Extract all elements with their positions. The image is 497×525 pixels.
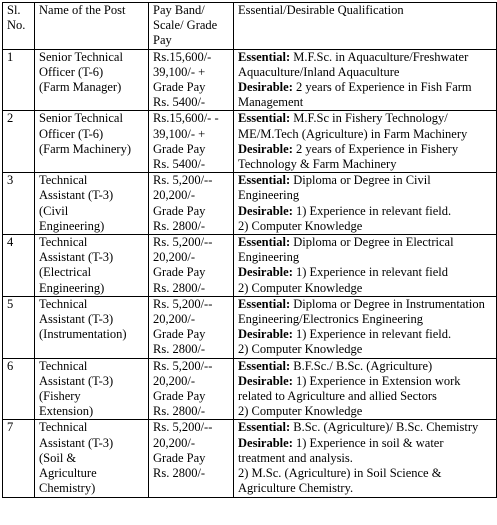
header-post: Name of the Post [35,3,149,50]
desirable-label: Desirable [238,203,289,218]
qualification-cell [234,235,497,297]
essential-qualification [238,173,493,203]
essential-colon: : [285,173,294,188]
sl-no-cell: 1 [3,49,35,111]
post-name-cell: Technical Assistant (T-3) (Civil Engineering) [35,173,149,235]
desirable-qualification [238,142,493,172]
essential-colon: : [285,49,294,64]
pay-band-cell: Rs.15,600/- - 39,100/- + Grade Pay Rs. 5400/- [149,111,234,173]
table-row [3,358,497,420]
post-name-cell: Technical Assistant (T-3) (Soil & Agriculture Chemistry) [35,420,149,497]
post-name-cell: Technical Assistant (T-3) (Instrumentation) [35,296,149,358]
desirable-colon: : [288,80,296,95]
header-row [3,3,497,50]
qualification-cell [234,296,497,358]
post-name-cell: Technical Assistant (T-3) (Electrical Engineering) [35,235,149,297]
desirable-qualification [238,204,493,234]
desirable-qualification [238,374,493,420]
essential-text: M.F.Sc. in Aquaculture/Freshwater Aquaculture/Inland Aquaculture [238,49,469,79]
essential-qualification [238,420,493,435]
sl-no-cell: 3 [3,173,35,235]
essential-text: Diploma or Degree in Instrumentation Engineering/Electronics Engineering [238,296,485,327]
qualification-cell [234,49,497,111]
qualification-table-container [2,2,497,498]
essential-label: Essential [238,296,286,311]
desirable-qualification [238,80,493,110]
essential-qualification [238,235,493,265]
essential-text: B.F.Sc./ B.Sc. (Agriculture) [293,358,433,373]
essential-label: Essential [238,420,286,435]
desirable-text: 1) Experience in relevant field. 2) Computer Knowledge [238,327,452,357]
desirable-text: 1) Experience in soil & water treatment and analysis. 2) M.Sc. (Agriculture) in Soil Science & Agriculture Chemistry. [238,435,444,496]
essential-text: Diploma or Degree in Electrical Engineering [238,235,454,265]
desirable-colon: : [288,141,296,156]
essential-qualification [238,297,493,327]
desirable-colon: : [288,327,296,342]
table-row [3,296,497,358]
table-row [3,173,497,235]
table-row [3,49,497,111]
qualification-cell [234,358,497,420]
header-sl-no: Sl. No. [3,3,35,50]
desirable-label: Desirable [238,435,289,450]
desirable-text: 2 years of Experience in Fishery Technology & Farm Machinery [238,141,459,172]
essential-qualification [238,111,493,141]
sl-no-cell: 7 [3,420,35,497]
essential-colon: : [285,420,294,435]
essential-label: Essential [238,358,286,373]
desirable-qualification [238,327,493,357]
desirable-colon: : [288,435,296,450]
essential-label: Essential [238,49,286,64]
header-qualification: Essential/Desirable Qualification [234,3,497,50]
essential-text: B.Sc. (Agriculture)/ B.Sc. Chemistry [293,420,479,435]
post-name-cell: Technical Assistant (T-3) (Fishery Extension) [35,358,149,420]
desirable-label: Desirable [238,373,289,388]
essential-label: Essential [238,173,286,188]
pay-band-cell: Rs. 5,200/-- 20,200/- Grade Pay Rs. 2800/- [149,173,234,235]
sl-no-cell: 5 [3,296,35,358]
desirable-qualification [238,265,493,295]
desirable-text: 1) Experience in Extension work related to Agriculture and allied Sectors 2) Computer Knowledge [238,373,461,419]
sl-no-cell: 4 [3,235,35,297]
desirable-text: 1) Experience in relevant field. 2) Computer Knowledge [238,203,452,233]
table-row [3,420,497,497]
essential-colon: : [285,296,294,311]
desirable-label: Desirable [238,141,289,156]
table-body [3,49,497,497]
essential-label: Essential [238,235,286,250]
pay-band-cell: Rs. 5,200/-- 20,200/- Grade Pay Rs. 2800/- [149,296,234,358]
essential-qualification [238,359,493,374]
essential-colon: : [285,111,294,126]
desirable-text: 1) Experience in relevant field 2) Computer Knowledge [238,265,448,295]
post-name-cell: Senior Technical Officer (T-6) (Farm Machinery) [35,111,149,173]
essential-colon: : [285,235,294,250]
desirable-qualification [238,436,493,497]
table-row [3,235,497,297]
essential-text: Diploma or Degree in Civil Engineering [238,173,431,203]
pay-band-cell: Rs.15,600/- 39,100/- + Grade Pay Rs. 5400/- [149,49,234,111]
qualification-table [2,2,497,498]
desirable-label: Desirable [238,327,289,342]
pay-band-cell: Rs. 5,200/-- 20,200/- Grade Pay Rs. 2800/- [149,235,234,297]
desirable-label: Desirable [238,265,289,280]
desirable-colon: : [288,265,296,280]
desirable-colon: : [288,203,296,218]
table-row [3,111,497,173]
essential-label: Essential [238,111,286,126]
desirable-colon: : [288,373,296,388]
qualification-cell [234,173,497,235]
desirable-label: Desirable [238,80,289,95]
qualification-cell [234,420,497,497]
desirable-text: 2 years of Experience in Fish Farm Management [238,80,472,110]
qualification-cell [234,111,497,173]
essential-text: M.F.Sc in Fishery Technology/ ME/M.Tech (Agriculture) in Farm Machinery [238,111,468,141]
header-pay: Pay Band/ Scale/ Grade Pay [149,3,234,50]
sl-no-cell: 6 [3,358,35,420]
post-name-cell: Senior Technical Officer (T-6) (Farm Manager) [35,49,149,111]
essential-qualification [238,50,493,80]
pay-band-cell: Rs. 5,200/-- 20,200/- Grade Pay Rs. 2800/- [149,358,234,420]
sl-no-cell: 2 [3,111,35,173]
pay-band-cell: Rs. 5,200/-- 20,200/- Grade Pay Rs. 2800/- [149,420,234,497]
essential-colon: : [285,358,294,373]
